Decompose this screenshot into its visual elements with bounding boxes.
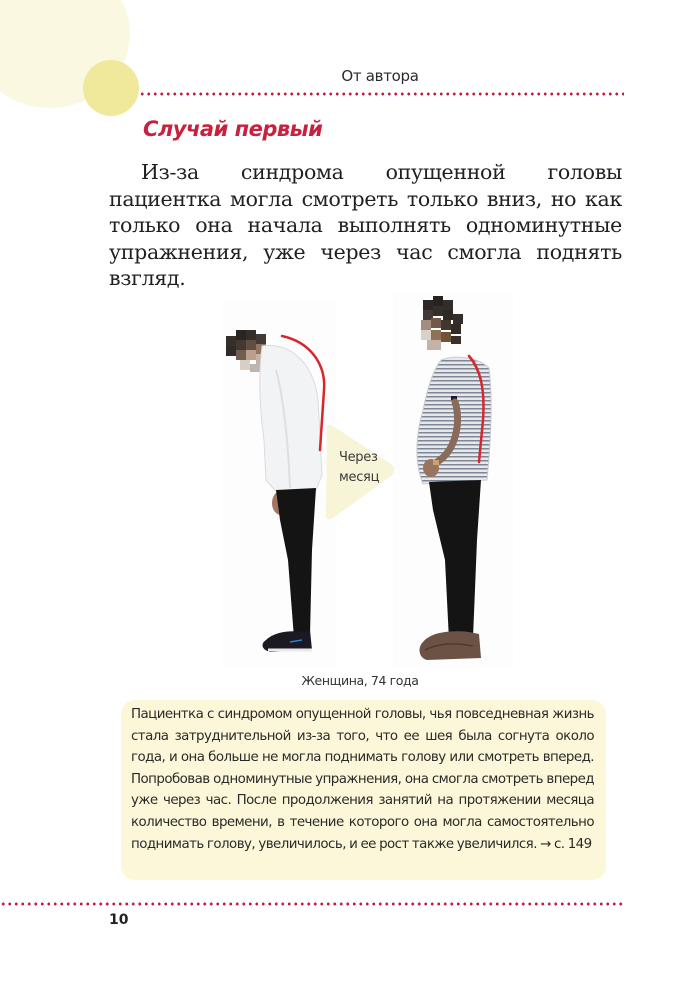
intro-paragraph: Из-за синдрома опущенной головы пациентка могла смотреть только вниз, но как только она начала выполнять одноминутные упражнения, уже через час смогла поднять взгляд. xyxy=(109,160,622,290)
note-box xyxy=(121,700,606,880)
case-title: Случай первый xyxy=(143,117,323,141)
arrow-label-line2: месяц xyxy=(339,470,380,485)
page-number: 10 xyxy=(109,912,129,928)
dotted-divider-top xyxy=(139,92,624,96)
arrow-label xyxy=(339,448,399,488)
pixelated-head xyxy=(421,296,463,350)
arrow-label-line1: Через xyxy=(339,450,378,465)
dotted-divider-bottom xyxy=(0,902,624,906)
figure-caption: Женщина, 74 года xyxy=(301,673,419,688)
running-head: От автора xyxy=(341,67,419,85)
note-text: Пациентка с синдромом опущенной головы, чья повседневная жизнь стала затруднительной из-за того, что ее шея была согнута около года, и она больше не могла поднимать голову или смотреть вперед. Попробовав одноминутные упражнения, она смогла смотреть вперед уже через час. После продолжения занятий на протяжении месяца количество времени, в течение которого она могла самостоятельно поднимать голову, увеличилось, и ее рост также увеличился. → с. 149 xyxy=(131,707,594,852)
photo-before-woman-icon xyxy=(218,290,338,670)
decorative-circle-small xyxy=(83,60,139,116)
photo-after-woman-icon xyxy=(393,290,518,670)
before-after-figure xyxy=(218,290,518,670)
